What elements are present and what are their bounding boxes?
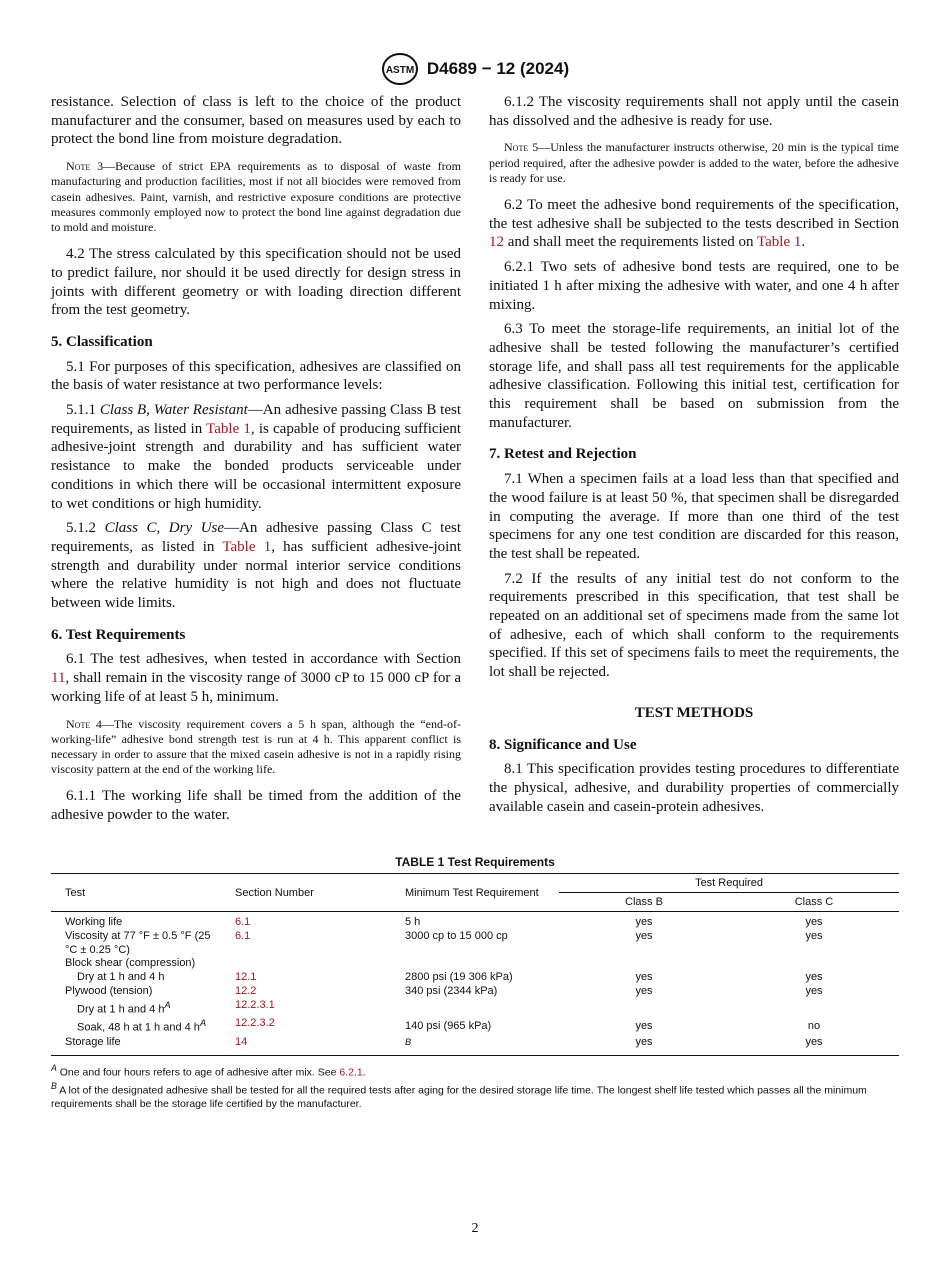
cell-test-text: Dry at 1 h and 4 h bbox=[77, 1003, 165, 1016]
table-footnotes bbox=[51, 1062, 899, 1112]
cell-test-text: Soak, 48 h at 1 h and 4 h bbox=[77, 1021, 200, 1034]
note-label: Note 3 bbox=[66, 159, 104, 174]
note-text: —The viscosity requirement covers a 5 h span, although the “end-of-working-life” adhesive bond strength test is run at 4 h. This apparent conflict is necessary in order to assure that the mixed casein adhesive is not in a rapidly rising viscosity pattern at the end of the working life. bbox=[51, 716, 461, 777]
paragraph-6-2-1: 6.2.1 Two sets of adhesive bond tests are required, one to be initiated 1 h after mixing the adhesive with water, and one 4 h after mixing. bbox=[489, 259, 899, 313]
cell-test: Dry at 1 h and 4 h bbox=[77, 971, 165, 984]
section-link[interactable]: 14 bbox=[235, 1035, 248, 1048]
document-id: D4689 − 12 (2024) bbox=[426, 59, 570, 78]
section-heading-8: 8. Significance and Use bbox=[489, 736, 637, 753]
paragraph-4-2: 4.2 The stress calculated by this specification should not be used to predict failure, nor should it be used directly for design stress in joints with different geometry or with loading direction different from the test geometry. bbox=[51, 246, 461, 319]
cell-test bbox=[51, 1017, 221, 1035]
note-label: Note 4 bbox=[66, 716, 102, 731]
section-heading-5: 5. Classification bbox=[51, 333, 153, 350]
footnote-marker: A bbox=[199, 1018, 207, 1029]
cell-class-c: no bbox=[807, 1019, 821, 1032]
table-row bbox=[51, 930, 899, 958]
table-1 bbox=[51, 855, 899, 1112]
note-label: Note 5 bbox=[504, 140, 539, 155]
page-number: 2 bbox=[471, 1221, 479, 1236]
cell-class-b: yes bbox=[635, 971, 653, 984]
note-4 bbox=[51, 717, 461, 778]
cell-test: Working life bbox=[65, 916, 123, 928]
note-3 bbox=[51, 159, 461, 235]
table-row bbox=[51, 971, 899, 985]
cell-class-b: yes bbox=[635, 984, 653, 997]
section-link[interactable]: 12.2.3.2 bbox=[235, 1017, 275, 1030]
test-methods-heading: TEST METHODS bbox=[634, 704, 754, 721]
footnote-text: . bbox=[362, 1066, 366, 1079]
cell-class-c: yes bbox=[805, 916, 823, 928]
right-column bbox=[489, 93, 899, 822]
header-class-c: Class C bbox=[729, 893, 899, 912]
footnote-text: One and four hours refers to age of adhesive after mix. See bbox=[59, 1066, 337, 1079]
paragraph-6-1-2: 6.1.2 The viscosity requirements shall not apply until the casein has dissolved and the adhesive is ready for use. bbox=[489, 94, 899, 129]
header-class-b: Class B bbox=[559, 893, 729, 912]
clause-number: 5.1.2 bbox=[66, 520, 96, 537]
cell-min: 5 h bbox=[405, 916, 421, 928]
left-column bbox=[51, 93, 461, 831]
table-row bbox=[51, 1017, 899, 1035]
cell-min: 340 psi (2344 kPa) bbox=[405, 984, 498, 997]
table-1-link[interactable]: Table 1 bbox=[222, 538, 272, 555]
cell-min: 2800 psi (19 306 kPa) bbox=[405, 971, 513, 984]
table-title: TABLE 1 Test Requirements bbox=[395, 855, 555, 869]
paragraph-5-1-2 bbox=[51, 519, 461, 613]
header-minimum: Minimum Test Requirement bbox=[391, 874, 559, 912]
table-row bbox=[51, 985, 899, 999]
clause-title: Class C, Dry Use bbox=[104, 520, 225, 537]
clause-title: Class B, Water Resistant bbox=[99, 402, 248, 419]
header-test-required: Test Required bbox=[559, 874, 899, 893]
paragraph-8-1: 8.1 This specification provides testing procedures to differentiate the physical, adhesive, and durability properties of commercially available casein and casein-protein adhesives. bbox=[489, 761, 899, 815]
cell-class-c: yes bbox=[729, 1036, 899, 1056]
section-link[interactable]: 12.2.3.1 bbox=[235, 998, 275, 1011]
section-11-link[interactable]: 11 bbox=[51, 670, 66, 687]
header-section: Section Number bbox=[221, 874, 391, 912]
paragraph-6-1 bbox=[51, 650, 461, 706]
table-row bbox=[51, 999, 899, 1017]
note-text: —Unless the manufacturer instructs otherwise, 20 min is the typical time period required, after the adhesive powder is added to the water, before the adhesive is ready for use. bbox=[489, 140, 900, 185]
table-row bbox=[51, 1036, 899, 1056]
clause-text: —An adhesive passing Class C test requirements, as listed in bbox=[51, 520, 462, 555]
paragraph-6-1-1: 6.1.1 The working life shall be timed from the addition of the adhesive powder to the water. bbox=[51, 788, 461, 824]
section-link[interactable]: 12.1 bbox=[235, 971, 257, 984]
header-test: Test bbox=[51, 874, 221, 912]
footnote-link[interactable]: 6.2.1 bbox=[339, 1066, 363, 1079]
cell-class-c: yes bbox=[805, 929, 823, 942]
cell-class-b: yes bbox=[559, 1036, 729, 1056]
note-5 bbox=[489, 140, 899, 186]
section-link[interactable]: 6.1 bbox=[235, 916, 251, 928]
paragraph-continuation: resistance. Selection of class is left to the choice of the product manufacturer and the consumer, based on measures used by each to protect the bond line from moisture degradation. bbox=[51, 94, 461, 148]
cell-class-c: yes bbox=[805, 971, 823, 984]
section-link[interactable]: 12.2 bbox=[235, 984, 257, 997]
footnote-marker: A bbox=[164, 999, 171, 1010]
table-1-link[interactable]: Table 1 bbox=[206, 420, 251, 437]
cell-min bbox=[391, 1036, 559, 1056]
clause-text: , has sufficient adhesive-joint strength and durability under normal interior service conditions where the relative humidity is not high and does not fluctuate between wide limits. bbox=[51, 538, 461, 612]
section-heading-6: 6. Test Requirements bbox=[51, 626, 186, 643]
cell-class-c: yes bbox=[805, 984, 823, 997]
cell-test: Viscosity at 77 °F ± 0.5 °F (25 °C ± 0.25 °C) bbox=[65, 929, 211, 956]
note-text: —Because of strict EPA requirements as to disposal of waste from manufacturing and production facilities, most if not all biocides were removed from casein adhesives. Paint, varnish, and restrictive exposure conditions are protective measures commonly employed now to protect the bond line against degradation due to mold and moisture. bbox=[51, 159, 461, 234]
footnote-a bbox=[51, 1062, 899, 1080]
astm-logo-icon bbox=[381, 52, 419, 86]
section-link[interactable]: 6.1 bbox=[235, 929, 251, 942]
cell-class-b: yes bbox=[635, 929, 653, 942]
clause-text: 6.2 To meet the adhesive bond requirements of the specification, the test adhesive shall be subjected to the tests described in Section bbox=[489, 197, 899, 232]
cell-min: 140 psi (965 kPa) bbox=[405, 1019, 492, 1032]
footnote-text: A lot of the designated adhesive shall be tested for all the required tests after aging for the desired storage life time. The longest shelf life tested which passes all the minimum requirements shall be the storage life certified by the manufacturer. bbox=[51, 1084, 867, 1111]
table-row bbox=[51, 957, 899, 971]
table-1-link[interactable]: Table 1 bbox=[757, 234, 802, 251]
clause-text: . bbox=[801, 234, 806, 251]
paragraph-7-2: 7.2 If the results of any initial test do not conform to the requirements prescribed in this specification, that test shall be repeated on an additional set of specimens made from the same lot of adhesive, each of which shall conform to the requirements specified. If this set of specimens fails to meet the requirements, the lot shall be rejected. bbox=[489, 570, 899, 681]
paragraph-6-2 bbox=[489, 196, 899, 252]
clause-text: 6.1 The test adhesives, when tested in accordance with Section bbox=[66, 651, 461, 668]
cell-min: 3000 cp to 15 000 cp bbox=[405, 929, 508, 942]
paragraph-5-1: 5.1 For purposes of this specification, adhesives are classified on the basis of water resistance at two performance levels: bbox=[51, 358, 461, 394]
clause-number: 5.1.1 bbox=[66, 402, 96, 419]
footnote-b bbox=[51, 1080, 899, 1112]
cell-test: Plywood (tension) bbox=[65, 984, 153, 997]
cell-test: Storage life bbox=[51, 1036, 221, 1056]
test-requirements-table bbox=[51, 873, 899, 1056]
section-heading-7: 7. Retest and Rejection bbox=[489, 446, 637, 463]
cell-class-b: yes bbox=[635, 1019, 653, 1032]
table-row bbox=[51, 912, 899, 930]
clause-text: —An adhesive passing Class B test requirements, as listed in bbox=[51, 402, 462, 437]
clause-text: and shall meet the requirements listed on bbox=[507, 234, 754, 251]
footnote-marker: B bbox=[405, 1036, 412, 1047]
paragraph-5-1-1 bbox=[51, 401, 461, 513]
footnote-label: A bbox=[51, 1063, 57, 1074]
cell-class-b: yes bbox=[635, 916, 653, 928]
page-header bbox=[0, 52, 950, 86]
paragraph-6-3: 6.3 To meet the storage-life requirements, an initial lot of the adhesive shall be tested following the manufacturer’s certified storage life, and shall pass all test requirements for the applicable adhesive classification. Following this initial test, certification for this requirement shall be based on submission from the manufacturer. bbox=[489, 321, 899, 431]
clause-text: , is capable of producing sufficient adhesive-joint strength and durability and has sufficient water resistance to make the bonded products serviceable under conditions in which there will be occasional intermittent exposure to wet conditions or high humidity. bbox=[51, 420, 462, 512]
logo-text: ASTM bbox=[385, 65, 415, 76]
section-12-link[interactable]: 12 bbox=[489, 234, 504, 251]
clause-text: , shall remain in the viscosity range of 3000 cP to 15 000 cP for a working life of at least 5 h, minimum. bbox=[51, 670, 461, 705]
paragraph-7-1: 7.1 When a specimen fails at a load less than that specified and the wood failure is at least 50 %, that specimen shall be disregarded in computing the average. If more than one third of the test specimens for any one test condition are discarded for this reason, the test shall be repeated. bbox=[489, 471, 899, 562]
footnote-label: B bbox=[51, 1081, 57, 1092]
cell-test: Block shear (compression) bbox=[65, 957, 196, 970]
cell-test bbox=[51, 999, 221, 1017]
